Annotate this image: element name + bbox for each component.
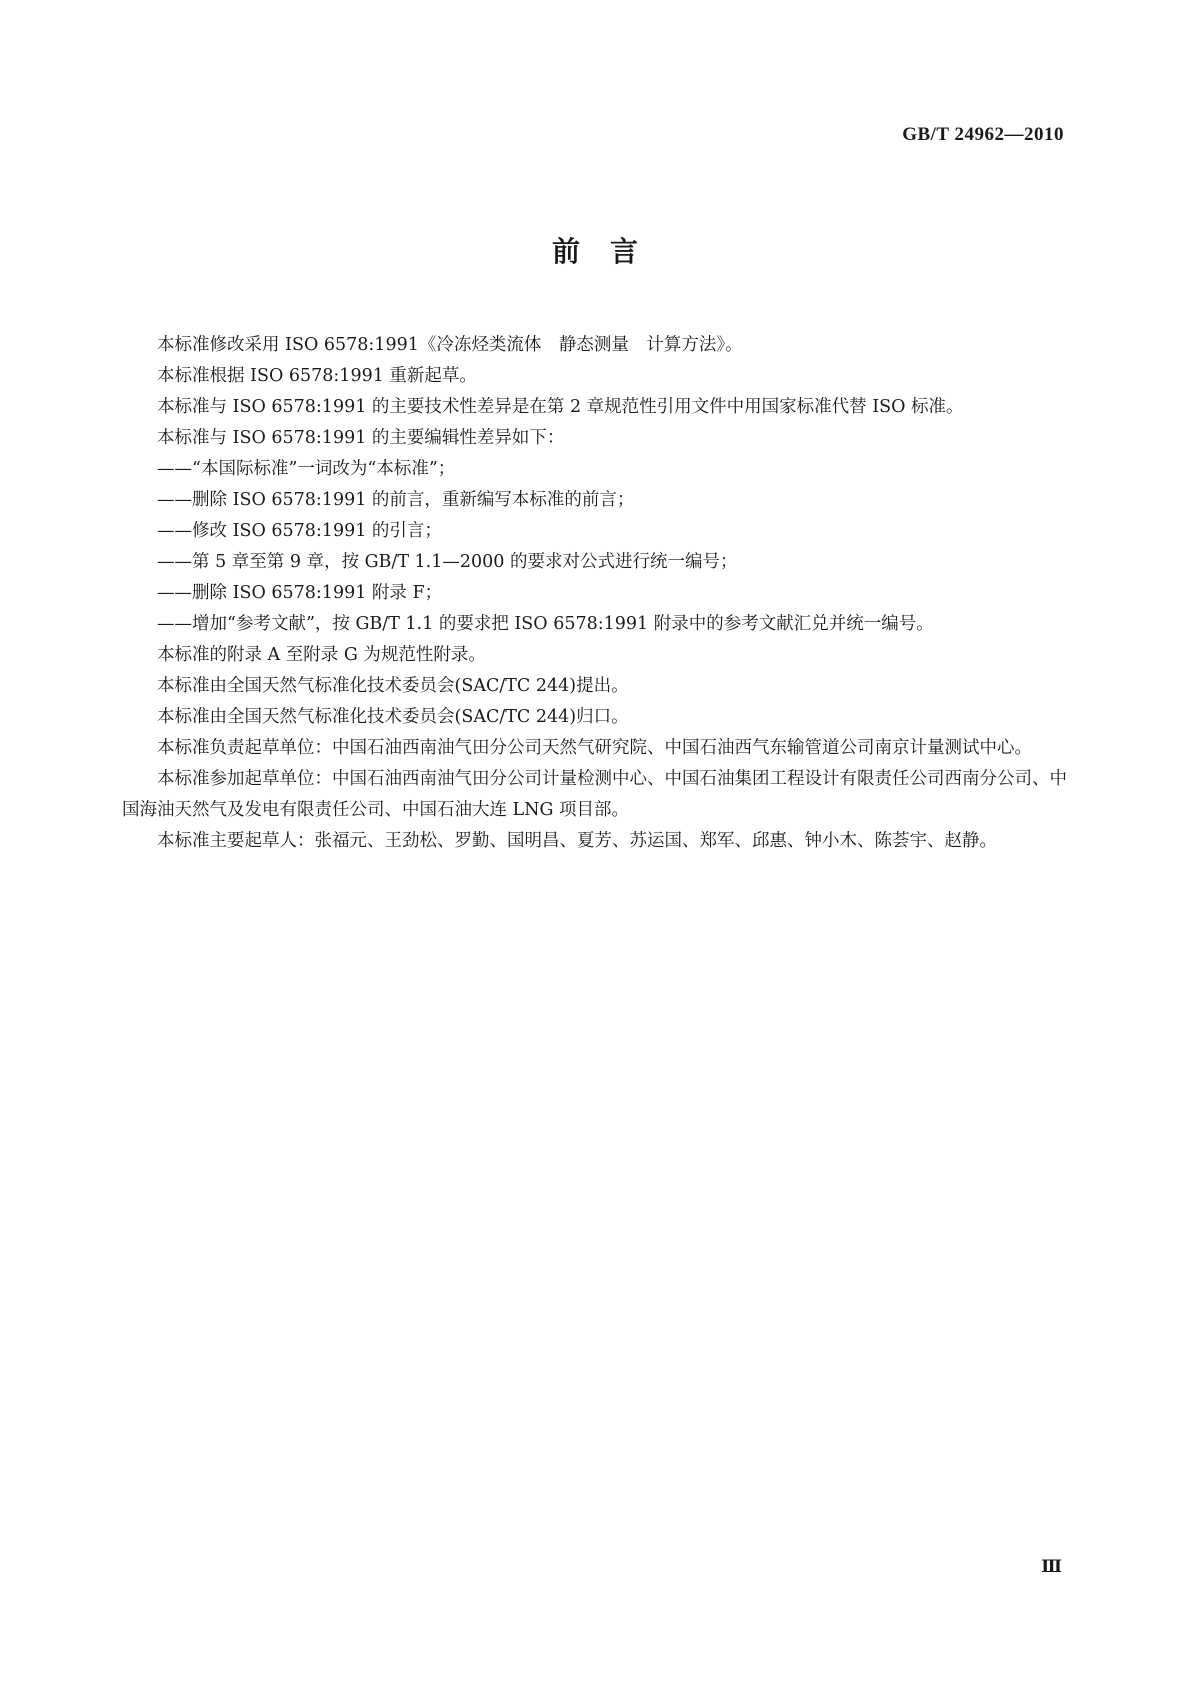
page-title: 前 言 [551,235,639,268]
paragraph: 本标准与 ISO 6578:1991 的主要编辑性差异如下： [157,428,565,448]
paragraph: 本标准负责起草单位：中国石油西南油气田分公司天然气研究院、中国石油西气东输管道公司南京计量测试中心。 [157,738,1032,758]
paragraph: 本标准的附录 A 至附录 G 为规范性附录。 [157,645,486,665]
paragraph: 本标准参加起草单位：中国石油西南油气田分公司计量检测中心、中国石油集团工程设计有限责任公司西南分公司、中国海油天然气及发电有限责任公司、中国石油大连 LNG 项目部。 [122,769,1067,820]
paragraph: 本标准由全国天然气标准化技术委员会(SAC/TC 244)归口。 [157,707,629,727]
paragraph: 本标准由全国天然气标准化技术委员会(SAC/TC 244)提出。 [157,676,629,696]
page-number: Ⅲ [1041,1557,1062,1576]
paragraph: 本标准根据 ISO 6578:1991 重新起草。 [157,366,477,386]
list-item: ——第 5 章至第 9 章，按 GB/T 1.1—2000 的要求对公式进行统一编号； [157,552,738,572]
list-item: ——增加“参考文献”，按 GB/T 1.1 的要求把 ISO 6578:1991 附录中的参考文献汇兑并统一编号。 [157,614,934,634]
paragraph: 本标准与 ISO 6578:1991 的主要技术性差异是在第 2 章规范性引用文件中用国家标准代替 ISO 标准。 [157,397,964,417]
list-item: ——“本国际标准”一词改为“本标准”； [157,459,456,479]
list-item: ——修改 ISO 6578:1991 的引言； [157,521,442,541]
paragraph: 本标准主要起草人：张福元、王劲松、罗勤、国明昌、夏芳、苏运国、郑军、邱惠、钟小木、陈荟宇、赵静。 [157,831,997,851]
list-item: ——删除 ISO 6578:1991 的前言，重新编写本标准的前言； [157,490,635,510]
paragraph: 本标准修改采用 ISO 6578:1991《冷冻烃类流体 静态测量 计算方法》。 [157,335,743,355]
document-body [122,330,1067,857]
list-item: ——删除 ISO 6578:1991 附录 F； [157,583,443,603]
standard-code: GB/T 24962—2010 [902,124,1064,145]
